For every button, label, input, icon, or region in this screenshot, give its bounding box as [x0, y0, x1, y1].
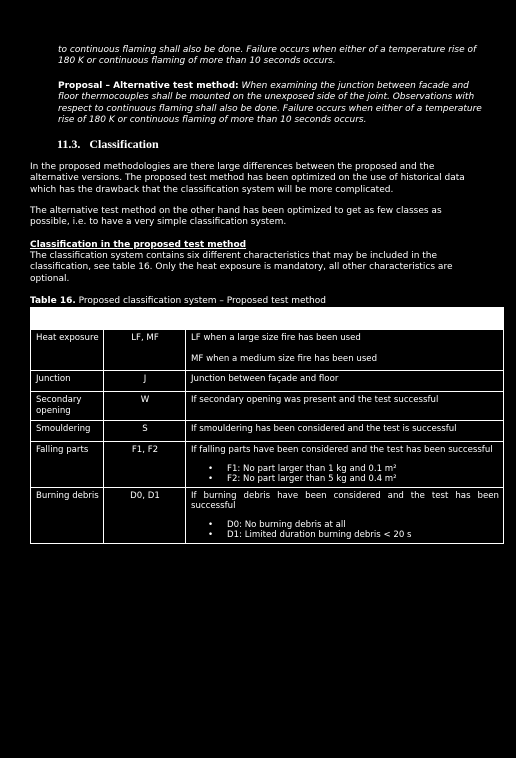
table-row [31, 371, 504, 392]
characteristic-cell: Falling parts [31, 442, 104, 488]
description-cell [186, 487, 504, 543]
code-cell: F1, F2 [104, 442, 186, 488]
section-number: 11.3. [57, 137, 81, 151]
description-text: If burning debris have been considered and the test has been successful [191, 490, 499, 511]
bullet-item: • F1: No part larger than 1 kg and 0.1 m² [227, 464, 499, 475]
code-cell: J [104, 371, 186, 392]
characteristic-cell: Heat exposure [31, 330, 104, 371]
table-caption-label: Table 16. [30, 296, 76, 306]
header-cell [31, 308, 104, 330]
description-cell: Junction between façade and floor [186, 371, 504, 392]
paragraph-six-characteristics: The classification system contains six different characteristics that may be included in the classification, see table 16. Only the heat exposure is mandatory, all other characteristics are optional. [30, 251, 453, 284]
bullet-item: • F2: No part larger than 5 kg and 0.4 m² [227, 474, 499, 485]
table-caption-text: Proposed classification system – Proposed test method [78, 296, 326, 306]
description-text: LF when a large size fire has been used [191, 333, 361, 343]
header-cell [186, 308, 504, 330]
paragraph-methodologies: In the proposed methodologies are there large differences between the proposed and the alternative versions. The proposed test method has been optimized on the use of historical data which has the drawback that the classification system will be more complicated. [30, 162, 465, 195]
table-row [31, 392, 504, 421]
table-header-row [31, 308, 504, 330]
description-text: If falling parts have been considered and the test has been successful [191, 445, 493, 455]
description-cell: If secondary opening was present and the test successful [186, 392, 504, 421]
proposal-paragraph [58, 81, 486, 126]
classification-table [30, 307, 504, 544]
code-cell: W [104, 392, 186, 421]
characteristic-cell: Secondary opening [31, 392, 104, 421]
intro-tail-paragraph: to continuous flaming shall also be done. Failure occurs when either of a temperature rise of 180 K or continuous flaming of more than 10 seconds occurs. [58, 45, 477, 67]
code-cell: LF, MF [104, 330, 186, 371]
table-row [31, 487, 504, 543]
code-cell: S [104, 421, 186, 442]
section-heading [57, 137, 159, 152]
description-cell [186, 442, 504, 488]
bullet-list [191, 464, 499, 485]
subheading-classification: Classification in the proposed test method [30, 240, 247, 250]
code-cell: D0, D1 [104, 487, 186, 543]
proposal-text: When examining the junction between facade and floor thermocouples shall be mounted on the unexposed side of the joint. Observations with respect to continuous flaming shall also be done. Failure occurs when either of a temperature rise of 180 K or continuous flaming of more than 10 seconds occurs. [58, 81, 482, 125]
table-row [31, 421, 504, 442]
description-cell [186, 330, 504, 371]
table-row [31, 442, 504, 488]
characteristic-cell: Burning debris [31, 487, 104, 543]
description-cell: If smouldering has been considered and the test is successful [186, 421, 504, 442]
section-title: Classification [89, 137, 159, 151]
bullet-list [191, 520, 499, 541]
proposal-label: Proposal – Alternative test method: [58, 81, 239, 91]
table-row [31, 330, 504, 371]
paragraph-alternative: The alternative test method on the other hand has been optimized to get as few classes as possible, i.e. to have a very simple classification system. [30, 206, 442, 228]
bullet-item: • D1: Limited duration burning debris < 20 s [227, 530, 499, 541]
table-caption [30, 296, 490, 307]
header-cell [104, 308, 186, 330]
bullet-item: • D0: No burning debris at all [227, 520, 499, 531]
description-text: MF when a medium size fire has been used [191, 353, 378, 364]
characteristic-cell: Smouldering [31, 421, 104, 442]
characteristic-cell: Junction [31, 371, 104, 392]
